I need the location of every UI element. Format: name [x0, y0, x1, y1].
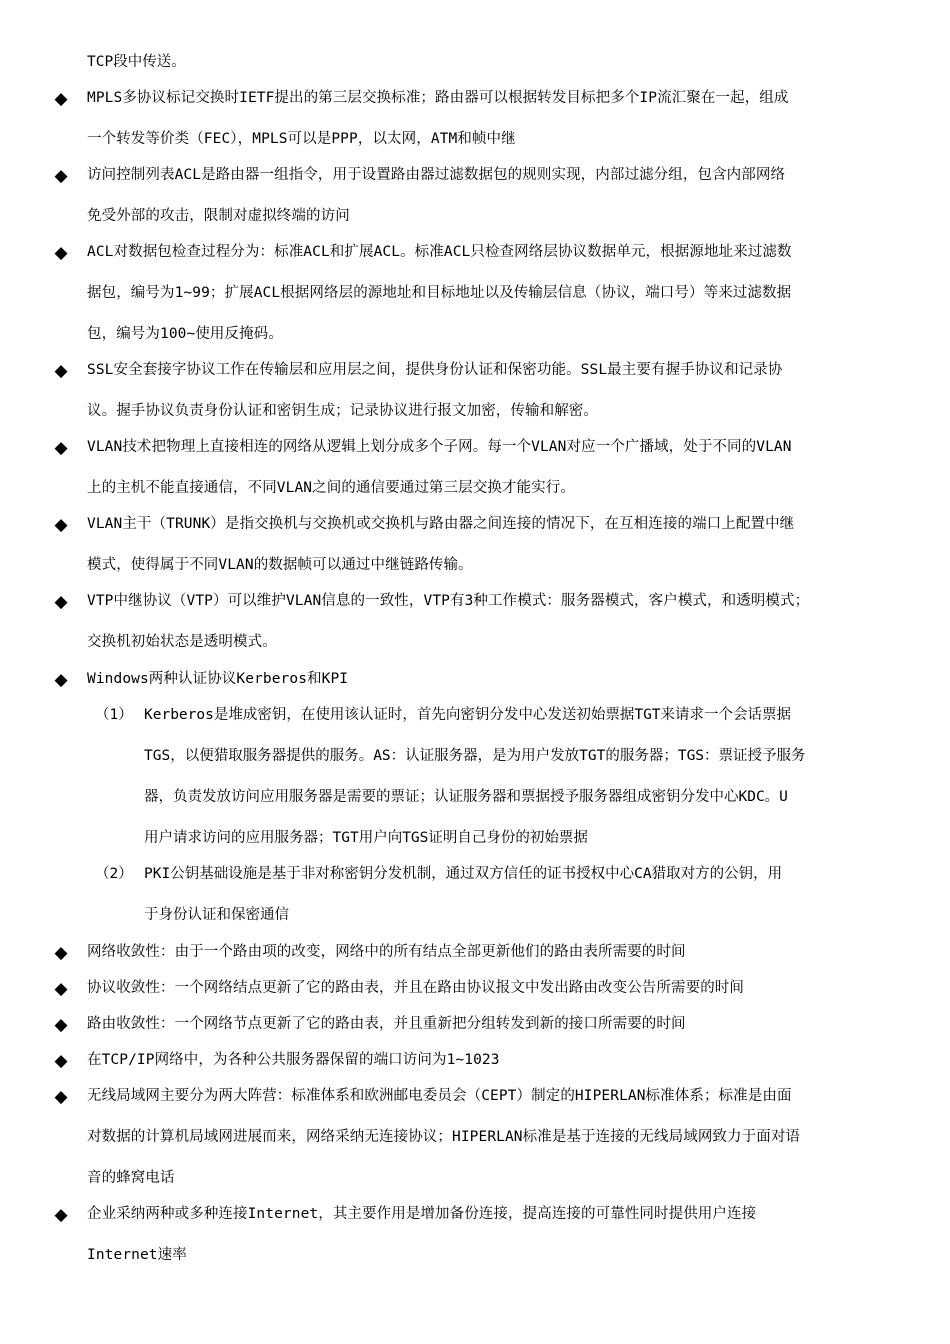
bullet-text-line: Internet速率 [87, 1247, 187, 1263]
sub-item-text-line: PKI公钥基础设施是基于非对称密钥分发机制，通过双方信任的证书授权中心CA猎取对方的公钥，用 [144, 866, 783, 882]
bullet-text-line: 访问控制列表ACL是路由器一组指令，用于设置路由器过滤数据包的规则实现，内部过滤分组，包含内部网络 [87, 167, 786, 183]
diamond-bullet-icon: ◆ [54, 592, 68, 612]
intro-line: TCP段中传送。 [87, 54, 186, 70]
diamond-bullet-icon: ◆ [54, 1205, 68, 1225]
diamond-bullet-icon: ◆ [54, 89, 68, 109]
bullet-text-line: 模式，使得属于不同VLAN的数据帧可以通过中继链路传输。 [87, 557, 473, 573]
diamond-bullet-icon: ◆ [54, 361, 68, 381]
bullet-text-line: VLAN技术把物理上直接相连的网络从逻辑上划分成多个子网。每一个VLAN对应一个广播域，处于不同的VLAN [87, 439, 792, 455]
bullet-text-line: 在TCP/IP网络中，为各种公共服务器保留的端口访问为1~1023 [87, 1052, 500, 1068]
bullet-text-line: 一个转发等价类（FEC），MPLS可以是PPP，以太网，ATM和帧中继 [87, 131, 516, 147]
diamond-bullet-icon: ◆ [54, 1087, 68, 1107]
sub-item-text-line: 于身份认证和保密通信 [144, 907, 289, 923]
diamond-bullet-icon: ◆ [54, 943, 68, 963]
diamond-bullet-icon: ◆ [54, 670, 68, 690]
diamond-bullet-icon: ◆ [54, 166, 68, 186]
bullet-text-line: 网络收敛性：由于一个路由项的改变，网络中的所有结点全部更新他们的路由表所需要的时间 [87, 944, 686, 960]
bullet-text-line: 议。握手协议负责身份认证和密钥生成；记录协议进行报文加密，传输和解密。 [87, 403, 598, 419]
diamond-bullet-icon: ◆ [54, 979, 68, 999]
diamond-bullet-icon: ◆ [54, 438, 68, 458]
bullet-text-line: 免受外部的攻击，限制对虚拟终端的访问 [87, 208, 350, 224]
sub-item-text-line: 器，负责发放访问应用服务器是需要的票证；认证服务器和票据授予服务器组成密钥分发中心KDC。U [144, 789, 788, 805]
sub-item-number: （1） [95, 707, 133, 723]
bullet-text-line: 路由收敛性：一个网络节点更新了它的路由表，并且重新把分组转发到新的接口所需要的时间 [87, 1016, 686, 1032]
diamond-bullet-icon: ◆ [54, 515, 68, 535]
bullet-text-line: 上的主机不能直接通信，不同VLAN之间的通信要通过第三层交换才能实行。 [87, 480, 575, 496]
diamond-bullet-icon: ◆ [54, 1051, 68, 1071]
bullet-text-line: SSL安全套接字协议工作在传输层和应用层之间，提供身份认证和保密功能。SSL最主要有握手协议和记录协 [87, 362, 783, 378]
bullet-text-line: 无线局域网主要分为两大阵营：标准体系和欧洲邮电委员会（CEPT）制定的HIPERLAN标准体系；标准是由面 [87, 1088, 792, 1104]
bullet-text-line: 交换机初始状态是透明模式。 [87, 634, 277, 650]
bullet-text-line: ACL对数据包检查过程分为：标准ACL和扩展ACL。标准ACL只检查网络层协议数据单元，根据源地址来过滤数 [87, 244, 792, 260]
bullet-text-line: Windows两种认证协议Kerberos和KPI [87, 671, 349, 687]
bullet-text-line: 对数据的计算机局域网进展而来，网络采纳无连接协议；HIPERLAN标准是基于连接的无线局域网致力于面对语 [87, 1129, 801, 1145]
sub-item-text-line: 用户请求访问的应用服务器；TGT用户向TGS证明自己身份的初始票据 [144, 830, 588, 846]
diamond-bullet-icon: ◆ [54, 243, 68, 263]
bullet-text-line: 协议收敛性：一个网络结点更新了它的路由表，并且在路由协议报文中发出路由改变公告所需要的时间 [87, 980, 744, 996]
bullet-text-line: 音的蜂窝电话 [87, 1170, 175, 1186]
bullet-text-line: 企业采纳两种或多种连接Internet，其主要作用是增加备份连接，提高连接的可靠性同时提供用户连接 [87, 1206, 757, 1222]
sub-item-number: （2） [95, 866, 133, 882]
bullet-text-line: 据包，编号为1~99；扩展ACL根据网络层的源地址和目标地址以及传输层信息（协议，端口号）等来过滤数据 [87, 285, 792, 301]
bullet-text-line: VLAN主干（TRUNK）是指交换机与交换机或交换机与路由器之间连接的情况下，在互相连接的端口上配置中继 [87, 516, 795, 532]
sub-item-text-line: TGS，以便猎取服务器提供的服务。AS：认证服务器，是为用户发放TGT的服务器；TGS：票证授予服务 [144, 748, 806, 764]
bullet-text-line: 包，编号为100~使用反掩码。 [87, 326, 283, 342]
bullet-text-line: MPLS多协议标记交换时IETF提出的第三层交换标准；路由器可以根据转发目标把多个IP流汇聚在一起，组成 [87, 90, 789, 106]
bullet-text-line: VTP中继协议（VTP）可以维护VLAN信息的一致性，VTP有3种工作模式：服务器模式，客户模式，和透明模式； [87, 593, 810, 609]
diamond-bullet-icon: ◆ [54, 1015, 68, 1035]
sub-item-text-line: Kerberos是堆成密钥，在使用该认证时，首先向密钥分发中心发送初始票据TGT来请求一个会话票据 [144, 707, 792, 723]
